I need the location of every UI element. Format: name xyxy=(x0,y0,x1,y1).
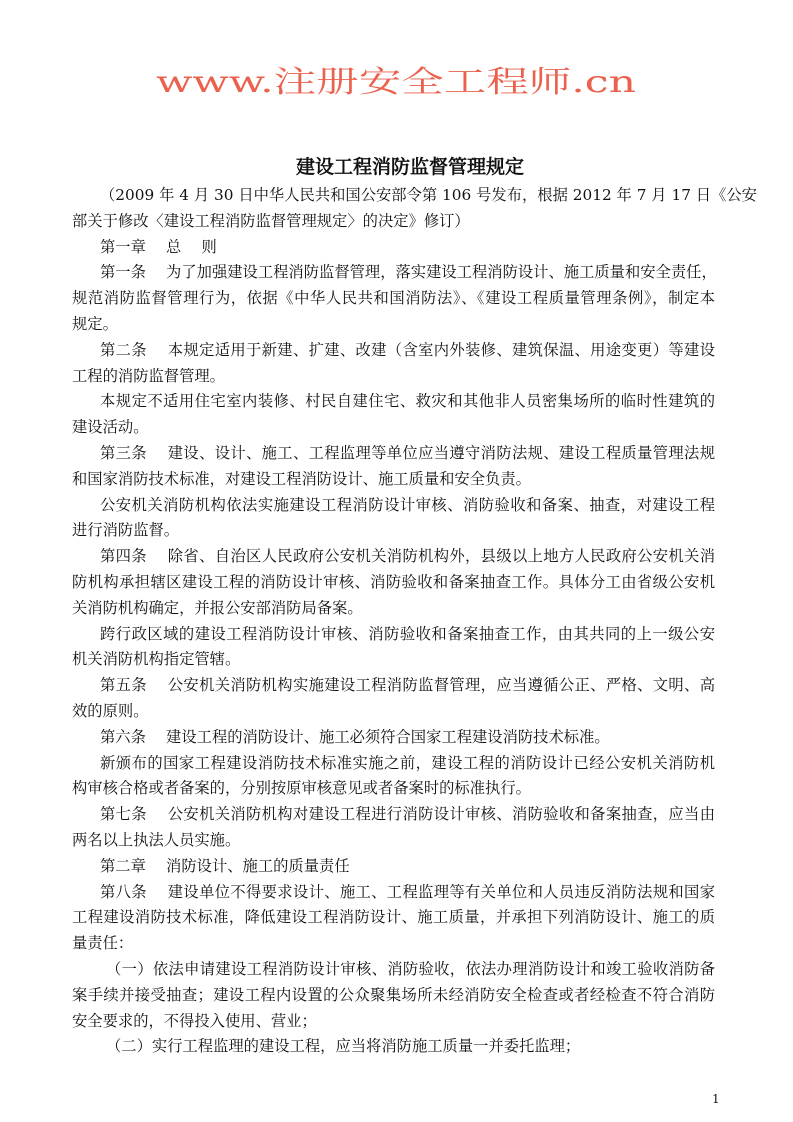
paragraph xyxy=(72,854,715,880)
paragraph xyxy=(72,957,715,1034)
paragraph xyxy=(72,673,715,725)
text-line: 第六条 建设工程的消防设计、施工必须符合国家工程建设消防技术标准。 xyxy=(100,727,610,746)
text-line: 效的原则。 xyxy=(72,701,149,720)
text-line: 量责任： xyxy=(72,934,134,953)
text-line: 工程建设消防技术标准，降低建设工程消防设计、施工质量，并承担下列消防设计、施工的质 xyxy=(72,908,715,927)
text-line: 第一条 为了加强建设工程消防监督管理，落实建设工程消防设计、施工质量和安全责任， xyxy=(100,263,717,282)
paragraph xyxy=(72,880,715,957)
paragraph xyxy=(72,1034,715,1060)
text-line: 部关于修改〈建设工程消防监督管理规定〉的决定》修订） xyxy=(72,211,470,230)
text-line: 第二章 消防设计、施工的质量责任 xyxy=(100,856,350,875)
text-line: 第三条 建设、设计、施工、工程监理等单位应当遵守消防法规、建设工程质量管理法规 xyxy=(100,443,715,462)
text-line: 规定。 xyxy=(72,314,118,333)
text-line: 进行消防监督。 xyxy=(72,521,180,540)
text-line: （二）实行工程监理的建设工程，应当将消防施工质量一并委托监理； xyxy=(106,1037,581,1056)
paragraph xyxy=(72,441,715,493)
text-line: 第五条 公安机关消防机构实施建设工程消防监督管理，应当遵循公正、严格、文明、高 xyxy=(100,676,715,695)
watermark xyxy=(0,0,793,140)
document-body xyxy=(72,183,757,1060)
text-line: 跨行政区域的建设工程消防设计审核、消防验收和备案抽查工作，由其共同的上一级公安 xyxy=(100,624,715,643)
paragraph xyxy=(72,493,715,545)
text-line: 建设活动。 xyxy=(72,418,149,437)
text-line: 第八条 建设单位不得要求设计、施工、工程监理等有关单位和人员违反消防法规和国家 xyxy=(100,882,715,901)
text-line: 第一章 总 则 xyxy=(100,237,217,256)
text-line: 新颁布的国家工程建设消防技术标准实施之前，建设工程的消防设计已经公安机关消防机 xyxy=(100,753,715,772)
text-line: 第七条 公安机关消防机构对建设工程进行消防设计审核、消防验收和备案抽查，应当由 xyxy=(100,805,715,824)
text-line: 两名以上执法人员实施。 xyxy=(72,830,241,849)
text-line: 构审核合格或者备案的，分别按原审核意见或者备案时的标准执行。 xyxy=(72,779,531,798)
text-line: 公安机关消防机构依法实施建设工程消防设计审核、消防验收和备案、抽查，对建设工程 xyxy=(100,495,715,514)
paragraph xyxy=(72,183,757,235)
paragraph xyxy=(72,725,715,751)
text-line: 本规定不适用住宅室内装修、村民自建住宅、救灾和其他非人员密集场所的临时性建筑的 xyxy=(100,392,715,411)
text-line: 案手续并接受抽查；建设工程内设置的公众聚集场所未经消防安全检查或者经检查不符合消防 xyxy=(72,985,715,1004)
text-line: 关消防机构确定，并报公安部消防局备案。 xyxy=(72,598,363,617)
text-line: 工程的消防监督管理。 xyxy=(72,366,225,385)
text-line: 防机构承担辖区建设工程的消防设计审核、消防验收和备案抽查工作。具体分工由省级公安机 xyxy=(72,572,715,591)
text-line: 第四条 除省、自治区人民政府公安机关消防机构外，县级以上地方人民政府公安机关消 xyxy=(100,547,715,566)
paragraph xyxy=(72,235,715,261)
paragraph xyxy=(72,544,715,621)
text-line: 机关消防机构指定管辖。 xyxy=(72,650,241,669)
text-line: （2009 年 4 月 30 日中华人民共和国公安部令第 106 号发布，根据 2012 年 7 月 17 日《公安 xyxy=(100,186,757,204)
text-line: （一）依法申请建设工程消防设计审核、消防验收，依法办理消防设计和竣工验收消防备 xyxy=(106,959,715,978)
text-line: 安全要求的，不得投入使用、营业； xyxy=(72,1011,317,1030)
watermark-text: www.注册安全工程师.cn xyxy=(156,65,636,100)
paragraph xyxy=(72,751,715,803)
paragraph xyxy=(72,389,715,441)
text-line: 第二条 本规定适用于新建、扩建、改建（含室内外装修、建筑保温、用途变更）等建设 xyxy=(100,340,715,359)
document-title: 建设工程消防监督管理规定 xyxy=(295,156,524,178)
text-line: 规范消防监督管理行为，依据《中华人民共和国消防法》、《建设工程质量管理条例》，制定本 xyxy=(72,289,715,308)
text-line: 和国家消防技术标准，对建设工程消防设计、施工质量和安全负责。 xyxy=(72,469,531,488)
paragraph xyxy=(72,802,715,854)
page-number: 1 xyxy=(712,1092,720,1106)
paragraph xyxy=(72,260,715,337)
paragraph xyxy=(72,338,715,390)
paragraph xyxy=(72,622,715,674)
